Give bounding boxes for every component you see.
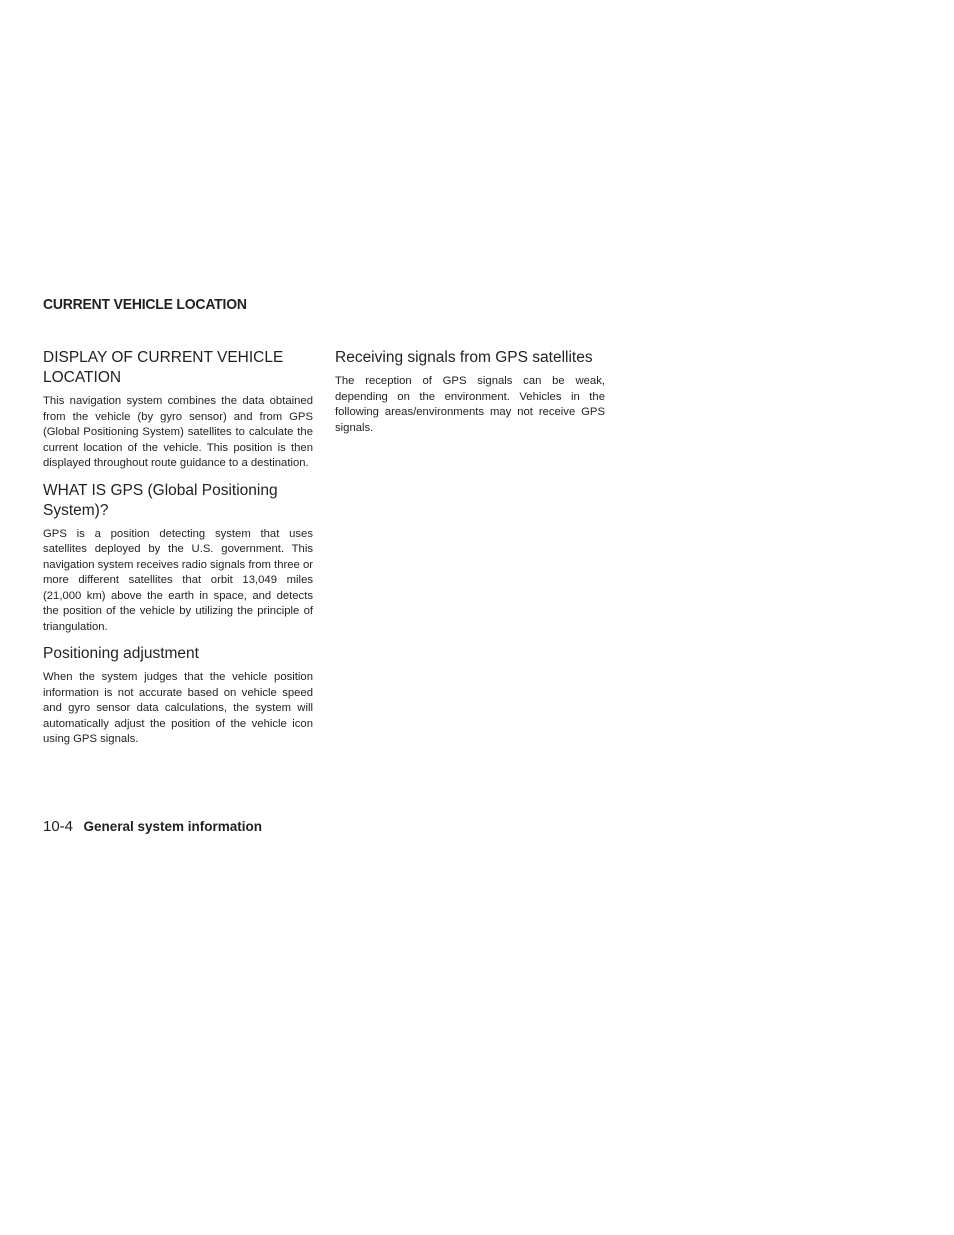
positioning-adjustment-text: When the system judges that the vehicle position information is not accurate based on vehicle speed and gyro sensor data calculations, the system will automatically adjust the position of the vehicle icon using GPS signals. xyxy=(43,671,313,745)
what-is-gps-heading: WHAT IS GPS (Global Positioning System)? xyxy=(43,481,278,519)
page-footer xyxy=(43,818,262,836)
page-number: 10-4 xyxy=(43,818,74,835)
what-is-gps-text: GPS is a position detecting system that uses satellites deployed by the U.S. government. This navigation system receives radio signals from three or more different satellites that orbit 13,049 miles (21,000 km) above the earth in space, and detects the position of the vehicle by utilizing the principle of triangulation. xyxy=(43,527,313,633)
chapter-title: General system information xyxy=(83,819,263,834)
right-column xyxy=(335,348,605,436)
display-location-heading: DISPLAY OF CURRENT VEHICLE LOCATION xyxy=(43,349,284,386)
receiving-signals-text: The reception of GPS signals can be weak, depending on the environment. Vehicles in the following areas/environments may not receive GPS signals. xyxy=(335,375,605,434)
section-title: CURRENT VEHICLE LOCATION xyxy=(43,296,247,313)
display-location-text: This navigation system combines the data obtained from the vehicle (by gyro sensor) and from GPS (Global Positioning System) satellites to calculate the current location of the vehicle. This position is then displayed throughout route guidance to a destination. xyxy=(43,395,313,469)
positioning-adjustment-heading: Positioning adjustment xyxy=(43,645,199,662)
receiving-signals-heading: Receiving signals from GPS satellites xyxy=(335,349,593,366)
left-column xyxy=(43,348,313,748)
